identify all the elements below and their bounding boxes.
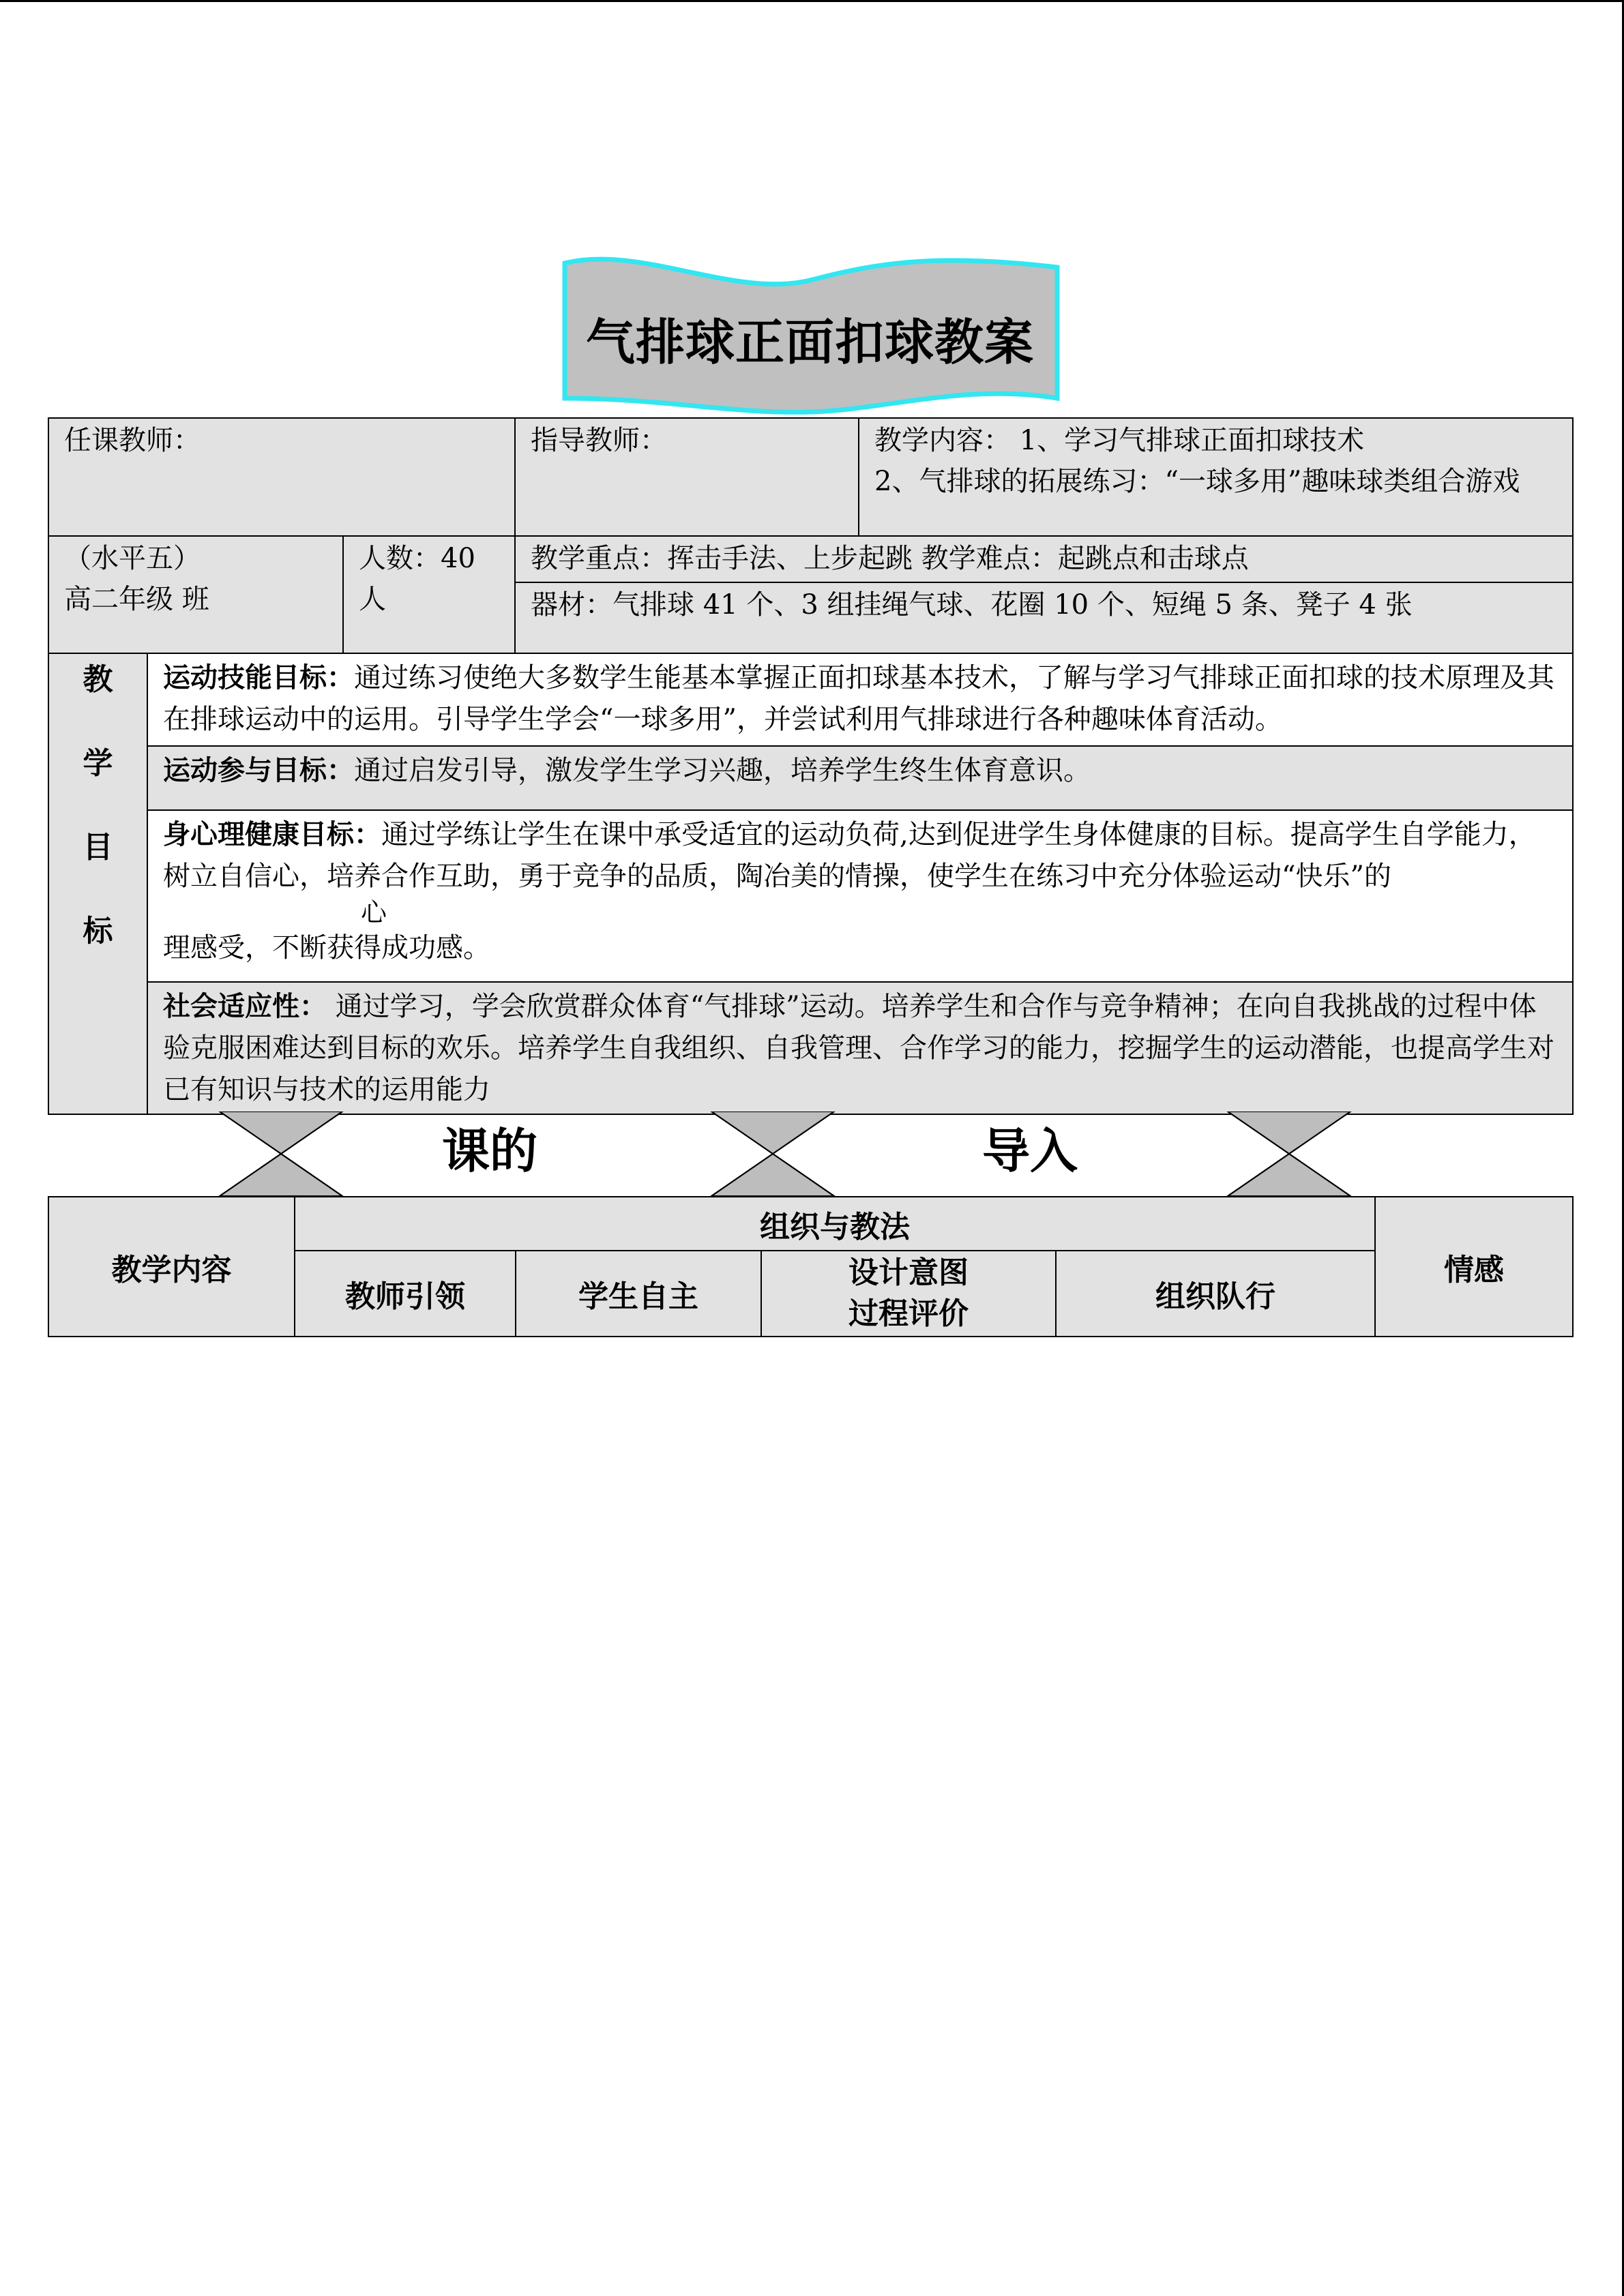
goal-participation-text: 通过启发引导，激发学生学习兴趣，培养学生终生体育意识。 (354, 755, 1091, 786)
count-cell (343, 536, 515, 653)
class-cell (48, 536, 343, 653)
title-banner (559, 254, 1061, 416)
teacher-label: 任课教师： (64, 425, 201, 456)
formation-header (1056, 1251, 1375, 1337)
goal-skill-label: 运动技能目标： (163, 661, 354, 694)
teacher-lead-header (295, 1251, 516, 1337)
goals-label-char-4: 标 (83, 914, 113, 949)
equipment-cell (515, 582, 1573, 653)
goals-side-label (48, 653, 147, 1114)
lesson-leadin (0, 1112, 1624, 1197)
goals-label-char-1: 教 (83, 662, 113, 697)
teaching-content-label: 教学内容 (111, 1252, 232, 1287)
goal-social-label: 社会适应性： (163, 990, 327, 1022)
page-top-border (0, 0, 1624, 2)
student-count: 人数：40人 (359, 543, 475, 615)
key-points-text: 教学重点：挥击手法、上步起跳 教学难点：起跳点和击球点 (531, 543, 1249, 574)
teaching-content-header (48, 1197, 295, 1337)
content-cell (859, 418, 1573, 536)
student-autonomy-header (516, 1251, 761, 1337)
goal-social-text: 通过学习，学会欣赏群众体育“气排球”运动。培养学生和合作与竞争精神；在向自我挑战的过程中体验克服困难达到目标的欢乐。培养学生自我组织、自我管理、合作学习的能力，挖掘学生的运动潜能，也提高学生对已有知识与技术的运用能力 (163, 991, 1554, 1105)
process-evaluation-label: 过程评价 (848, 1296, 969, 1331)
goal-health-text: 通过学练让学生在课中承受适宜的运动负荷,达到促进学生身体健康的目标。提高学生自学能力，树立自信心，培养合作互助，勇于竞争的品质，陶冶美的情操，使学生在练习中充分体验运动“快乐”的 (163, 819, 1536, 892)
org-methods-label: 组织与教法 (760, 1209, 910, 1244)
goals-label-char-2: 学 (83, 746, 113, 781)
content-line-1: 教学内容： 1、学习气排球正面扣球技术 (874, 425, 1365, 456)
equipment-text: 器材：气排球 41 个、3 组挂绳气球、花圈 10 个、短绳 5 条、凳子 4 张 (531, 589, 1413, 621)
leadin-text-1: 课的 (442, 1123, 537, 1179)
goal-health-label: 身心理健康目标： (163, 818, 381, 850)
emotion-header (1375, 1197, 1573, 1337)
goal-health-tail-char: 心 (361, 897, 387, 927)
goal-health-tail: 理感受，不断获得成功感。 (163, 932, 490, 964)
student-autonomy-label: 学生自主 (578, 1279, 698, 1314)
grade-text: 高二年级 班 (64, 584, 209, 615)
design-intent-label: 设计意图 (848, 1255, 969, 1290)
advisor-label: 指导教师： (531, 425, 667, 456)
leadin-text-2: 导入 (982, 1123, 1078, 1179)
teacher-cell (48, 418, 515, 536)
teaching-goals-table (48, 653, 1574, 1115)
key-points-cell (515, 536, 1573, 582)
goals-label-char-3: 目 (83, 830, 113, 865)
leadin-hourglass-shapes (0, 1112, 1624, 1197)
goal-participation-label: 运动参与目标： (163, 754, 354, 786)
goal-skill-text: 通过练习使绝大多数学生能基本掌握正面扣球基本技术，了解与学习气排球正面扣球的技术原理及其在排球运动中的运用。引导学生学会“一球多用”，并尝试利用气排球进行各种趣味体育活动。 (163, 662, 1554, 735)
goal-skill (147, 653, 1573, 746)
lesson-info-table (48, 417, 1574, 654)
level-text: （水平五） (64, 543, 201, 574)
formation-label: 组织队行 (1155, 1279, 1275, 1314)
advisor-cell (515, 418, 859, 536)
org-methods-header (295, 1197, 1375, 1251)
goal-social (147, 982, 1573, 1114)
page-title: 气排球正面扣球教案 (585, 313, 1034, 371)
design-intent-header (761, 1251, 1056, 1337)
emotion-label: 情感 (1444, 1252, 1504, 1287)
teacher-lead-label: 教师引领 (345, 1279, 465, 1314)
goal-participation (147, 746, 1573, 810)
content-line-2: 2、气排球的拓展练习：“一球多用”趣味球类组合游戏 (874, 466, 1520, 497)
lesson-structure-table (48, 1196, 1574, 1337)
goal-health (147, 810, 1573, 982)
